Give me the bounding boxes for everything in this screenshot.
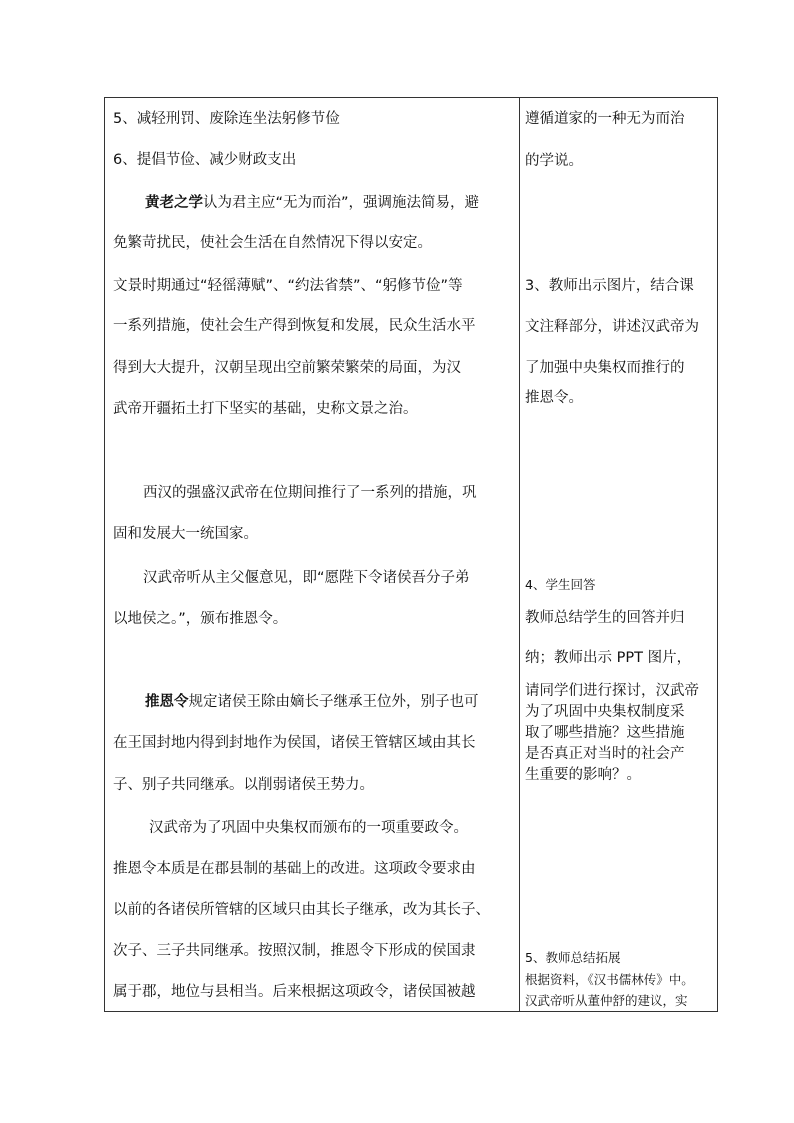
lesson-table [104, 97, 718, 1012]
right-line-4: 文注释部分，讲述汉武帝为 [525, 319, 699, 335]
right-line-16: 根据资料，《汉书儒林传》中。 [525, 972, 694, 987]
right-line-5: 了加强中央集权而推行的 [525, 360, 685, 376]
left-line-8: 武帝开疆拓土打下坚实的基础，史称文景之治。 [113, 401, 418, 417]
left-line-20: 属于郡，地位与县相当。后来根据这项政令，诸侯国被越 [113, 984, 476, 1000]
left-line-9: 西汉的强盛汉武帝在位期间推行了一系列的措施，巩 [143, 485, 477, 501]
left-line-13 [145, 692, 479, 712]
right-line-3: 3、教师出示图片，结合课 [525, 278, 694, 294]
right-line-2: 的学说。 [525, 153, 583, 169]
right-line-17: 汉武帝听从董仲舒的建议，实 [525, 993, 688, 1008]
left-line-11: 汉武帝听从主父偃意见，即“愿陛下令诸侯吾分子弟 [143, 570, 470, 586]
huanglao-term: 黄老之学 [145, 195, 203, 211]
left-line-14: 在王国封地内得到封地作为侯国，诸侯王管辖区域由其长 [113, 735, 476, 751]
left-line-3 [145, 193, 479, 213]
right-line-6: 推恩令。 [525, 390, 583, 406]
huanglao-definition: 认为君主应“无为而治”，强调施法简易，避 [203, 195, 480, 211]
right-line-7: 4、学生回答 [525, 577, 596, 592]
right-line-11: 为了巩固中央集权制度采 [525, 704, 685, 720]
right-line-9: 纳；教师出示 PPT 图片， [525, 650, 692, 666]
left-line-1: 5、减轻刑罚、废除连坐法躬修节俭 [113, 111, 340, 127]
left-line-16: 汉武帝为了巩固中央集权而颁布的一项重要政令。 [149, 820, 468, 836]
right-line-1: 遵循道家的一种无为而治 [525, 111, 685, 127]
right-line-14: 生重要的影响？。 [525, 767, 641, 783]
tuien-definition: 规定诸侯王除由嫡长子继承王位外，别子也可 [188, 694, 479, 710]
right-line-15: 5、教师总结拓展 [525, 950, 621, 965]
left-line-17: 推恩令本质是在郡县制的基础上的改进。这项政令要求由 [113, 861, 476, 877]
left-line-15: 子、别子共同继承。以削弱诸侯王势力。 [113, 777, 374, 793]
left-line-4: 免繁苛扰民，使社会生活在自然情况下得以安定。 [113, 235, 432, 251]
right-line-10: 请同学们进行探讨，汉武帝 [525, 683, 699, 699]
column-divider [519, 98, 520, 1011]
right-line-8: 教师总结学生的回答并归 [525, 610, 685, 626]
tuien-term: 推恩令 [145, 694, 189, 710]
left-line-19: 次子、三子共同继承。按照汉制，推恩令下形成的侯国隶 [113, 943, 476, 959]
right-line-13: 是否真正对当时的社会产 [525, 746, 685, 762]
right-line-12: 取了哪些措施？这些措施 [525, 725, 685, 741]
left-line-5: 文景时期通过“轻徭薄赋”、“约法省禁”、“躬修节俭”等 [113, 278, 463, 294]
left-line-18: 以前的各诸侯所管辖的区域只由其长子继承，改为其长子、 [113, 902, 490, 918]
left-line-6: 一系列措施，使社会生产得到恢复和发展，民众生活水平 [113, 318, 476, 334]
left-line-2: 6、提倡节俭、减少财政支出 [113, 152, 297, 168]
left-line-7: 得到大大提升，汉朝呈现出空前繁荣繁荣的局面，为汉 [113, 360, 461, 376]
left-line-12: 以地侯之。”，颁布推恩令。 [113, 611, 288, 627]
left-line-10: 固和发展大一统国家。 [113, 526, 258, 542]
